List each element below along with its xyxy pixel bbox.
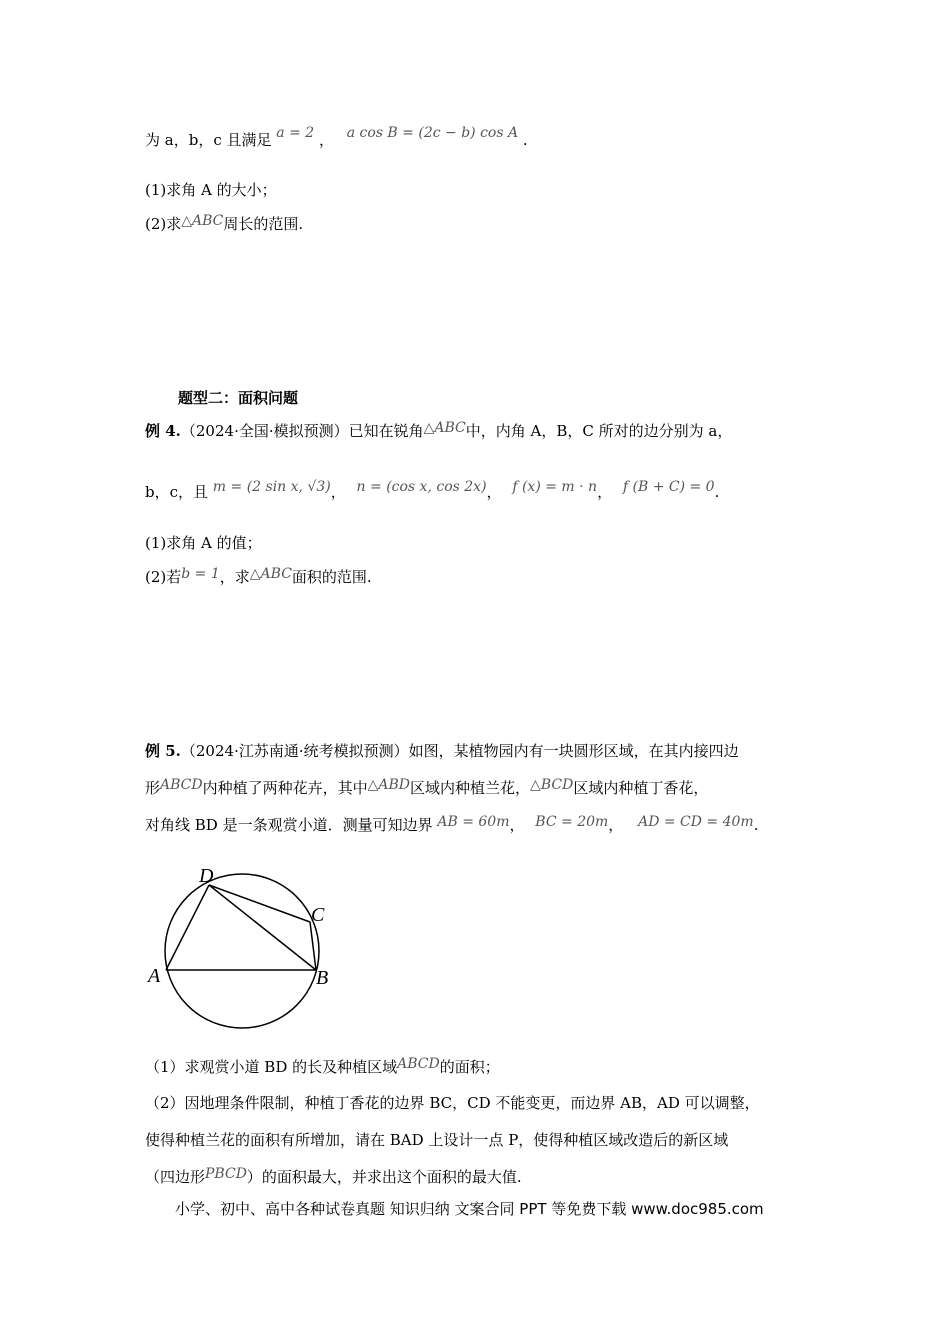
ex5-text: （2024·江苏南通·统考模拟预测）如图，某植物园内有一块圆形区域，在其内接四边 [180, 742, 739, 760]
formula-pbcd: PBCD [205, 1166, 247, 1182]
separator: ， [509, 816, 525, 834]
ex4-text-a: （2024·全国·模拟预测）已知在锐角 [180, 422, 424, 440]
example-5-label: 例 5. [145, 742, 181, 760]
label-d: D [199, 865, 214, 887]
ex5-line2-d: 区域内种植丁香花， [573, 779, 709, 797]
example-5-question-1 [145, 1057, 500, 1078]
example-4-question-2 [145, 567, 372, 588]
formula-cos-relation: a cos B = (2c − b) cos A [346, 125, 519, 141]
circle-quadrilateral-figure [140, 858, 360, 1038]
q2-prefix: (2)求 [145, 215, 182, 233]
q2-suffix: 面积的范围. [291, 568, 372, 586]
ex5-line2-c: 区域内种植兰花， [410, 779, 531, 797]
top-condition-line [145, 125, 528, 151]
separator: ， [330, 483, 346, 501]
example-4-label: 例 4. [145, 422, 181, 440]
formula-vector-n: n = (cos x, cos 2x) [356, 479, 487, 495]
segment-dc [209, 885, 310, 922]
period: . [753, 816, 759, 834]
formula-f-b-plus-c: f (B + C) = 0 [622, 479, 715, 495]
separator: ， [318, 131, 334, 149]
example-5-line-1 [145, 741, 739, 761]
formula-triangle-abc: △ABC [249, 566, 292, 582]
formula-b-equals-1: b = 1 [181, 566, 220, 582]
formula-abcd: ABCD [160, 777, 203, 793]
separator: ， [608, 816, 624, 834]
segment-bd [209, 885, 316, 970]
example-4-line-2 [145, 479, 720, 503]
ex5-line2-a: 形 [145, 779, 161, 797]
separator: ， [597, 483, 613, 501]
period: . [522, 131, 528, 149]
example-5-line-3 [145, 815, 758, 836]
formula-bc-20m: BC = 20m [535, 814, 609, 830]
formula-triangle-abc: △ABC [423, 420, 466, 436]
page-footer: 小学、初中、高中各种试卷真题 知识归纳 文案合同 PPT 等免费下载 www.doc985.com [175, 1200, 764, 1218]
example-4-question-1: (1)求角 A 的值； [145, 534, 262, 552]
example-5-line-2 [145, 778, 708, 799]
ex5-q1-a: （1）求观赏小道 BD 的长及种植区域 [145, 1058, 398, 1076]
formula-vector-m: m = (2 sin x, √3) [212, 479, 331, 495]
separator: ， [486, 483, 502, 501]
q2-suffix: 周长的范围. [223, 215, 304, 233]
ex5-q1-b: 的面积； [439, 1058, 500, 1076]
section-heading: 题型二：面积问题 [178, 389, 299, 407]
top-condition-text: 为 a，b，c 且满足 [145, 131, 272, 149]
q2-prefix: (2)若 [145, 568, 182, 586]
ex5-q2-line3-a: （四边形 [145, 1168, 206, 1186]
question-1: (1)求角 A 的大小； [145, 181, 277, 199]
example-5-question-2-line-2: 使得种植兰花的面积有所增加，请在 BAD 上设计一点 P，使得种植区域改造后的新区域 [145, 1131, 729, 1149]
label-a: A [148, 965, 161, 987]
formula-ab-60m: AB = 60m [437, 814, 510, 830]
question-2 [145, 214, 303, 235]
formula-triangle-bcd: △BCD [530, 777, 574, 793]
example-5-question-2-line-1: （2）因地理条件限制，种植丁香花的边界 BC，CD 不能变更，而边界 AB，AD 可以调整， [145, 1094, 760, 1112]
ex5-line3-a: 对角线 BD 是一条观赏小道．测量可知边界 [145, 816, 433, 834]
formula-f-x: f (x) = m · n [512, 479, 598, 495]
segment-ad [166, 885, 209, 970]
period: . [714, 483, 720, 501]
ex5-line2-b: 内种植了两种花卉，其中 [202, 779, 368, 797]
formula-triangle-abd: △ABD [367, 777, 411, 793]
formula-abcd: ABCD [397, 1056, 440, 1072]
q2-middle: ，求 [219, 568, 250, 586]
example-4-line-1 [145, 421, 732, 442]
example-5-question-2-line-3 [145, 1167, 522, 1188]
label-b: B [316, 967, 329, 989]
ex4-text-b: 中，内角 A，B，C 所对的边分别为 a， [465, 422, 733, 440]
formula-triangle-abc: △ABC [181, 213, 224, 229]
ex5-q2-line3-b: ）的面积最大，并求出这个面积的最大值. [246, 1168, 522, 1186]
formula-ad-cd-40m: AD = CD = 40m [638, 814, 754, 830]
ex4-line2-text: b，c，且 [145, 483, 209, 501]
formula-a-equals-2: a = 2 [276, 125, 315, 141]
label-c: C [311, 904, 325, 926]
